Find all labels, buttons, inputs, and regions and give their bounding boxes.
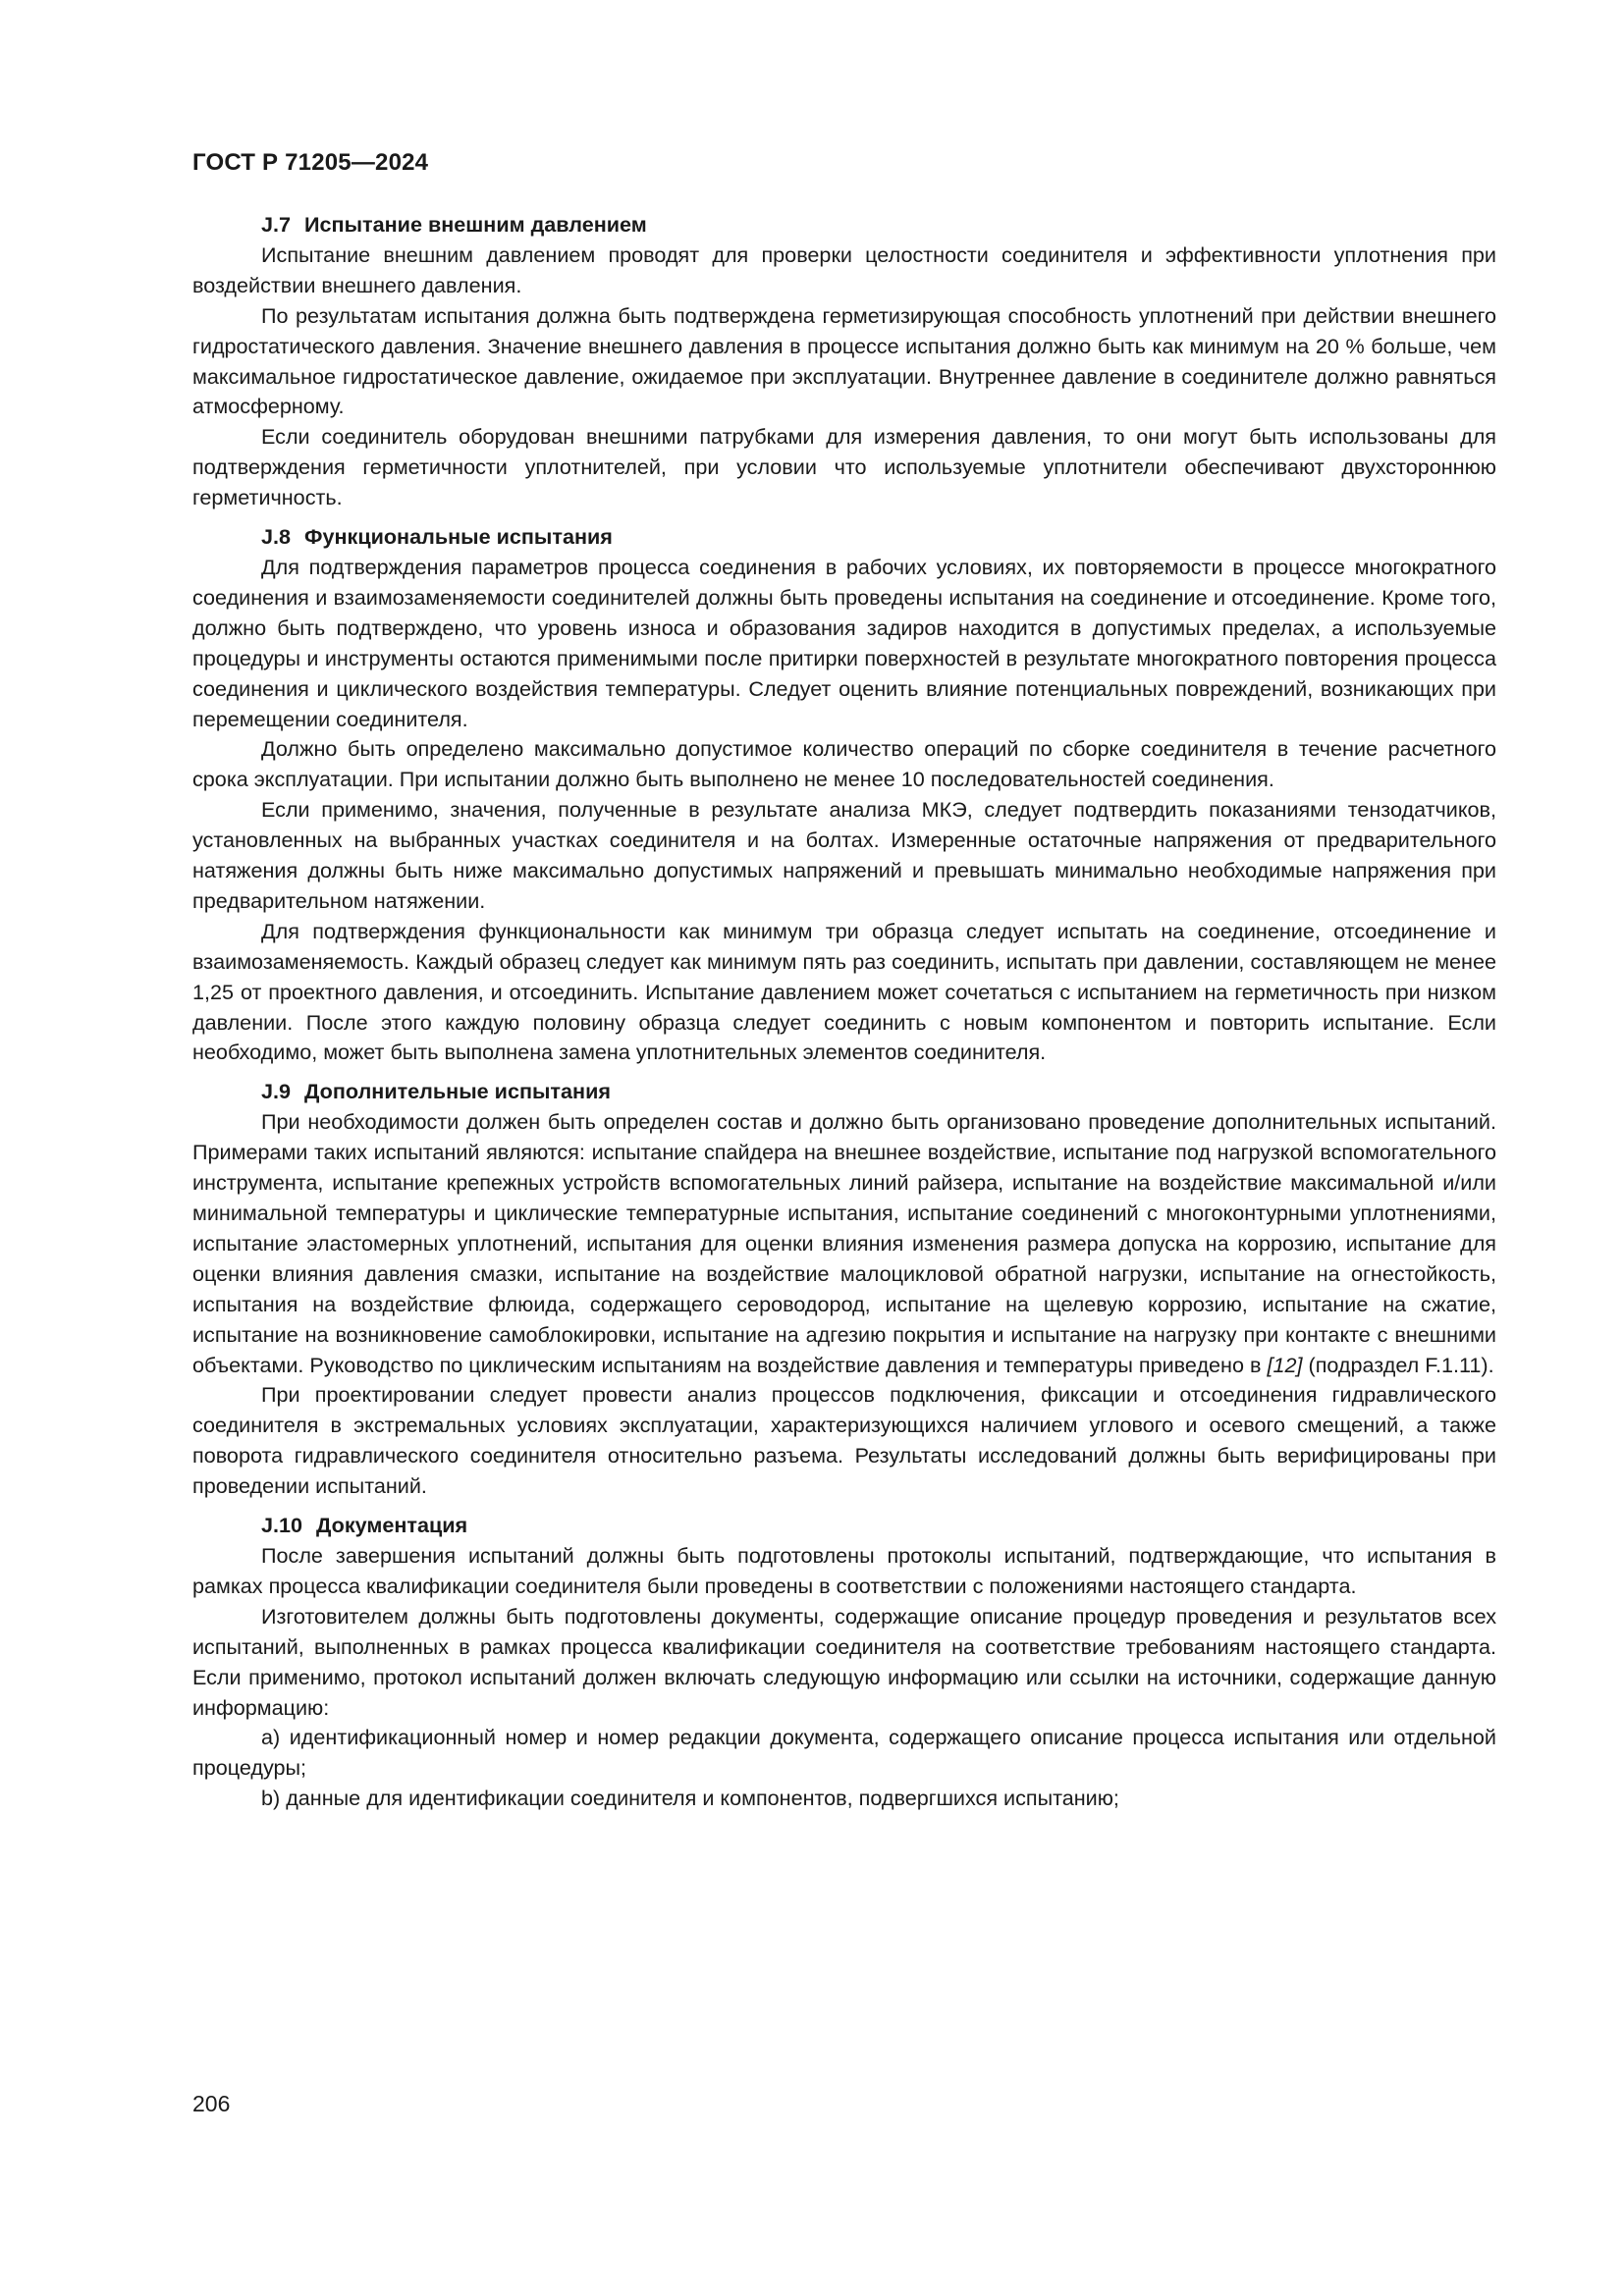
paragraph: Испытание внешним давлением проводят для проверки целостности соединителя и эффективности уплотнения при воздействии внешнего давления. <box>192 241 1496 297</box>
paragraph: Для подтверждения параметров процесса соединения в рабочих условиях, их повторяемости в процессе многократного соединения и взаимозаменяемости соединителей должны быть проведены испытания на соединение и отсоединение. Кроме того, должно быть подтверждено, что уровень износа и образования задиров находится в допустимых пределах, а используемые процедуры и инструменты остаются применимыми после притирки поверхностей в результате многократного повторения процесса соединения и циклического воздействия температуры. Следует оценить влияние потенциальных повреждений, возникающих при перемещении соединителя. <box>192 554 1496 731</box>
page-number: 206 <box>192 2091 231 2116</box>
section-title-text: Функциональные испытания <box>304 524 613 550</box>
section-number: J.8 <box>261 524 292 550</box>
paragraph: Если соединитель оборудован внешними патрубками для измерения давления, то они могут быть использованы для подтверждения герметичности уплотнителей, при условии что используемые уплотнители обеспечивают двухстороннюю герметичность. <box>192 424 1496 510</box>
document-code-header: ГОСТ Р 71205—2024 <box>192 149 429 176</box>
section-number: J.7 <box>261 212 292 237</box>
reference-marker: [12] <box>1267 1352 1303 1377</box>
section-title <box>192 1077 1496 1107</box>
section-number: J.10 <box>261 1513 303 1538</box>
section-title-text: Документация <box>316 1513 468 1538</box>
section-title <box>192 210 1496 240</box>
section-j9 <box>192 1077 1496 1502</box>
paragraph: Изготовителем должны быть подготовлены документы, содержащие описание процедур проведения и результатов всех испытаний, выполненных в рамках процесса квалификации соединителя на соответствие требованиям настоящего стандарта. Если применимо, протокол испытаний должен включать следующую информацию или ссылки на источники, содержащие данную информацию: <box>192 1603 1496 1720</box>
section-title <box>192 522 1496 553</box>
section-title <box>192 1511 1496 1541</box>
paragraph: При необходимости должен быть определен состав и должно быть организовано проведение дополнительных испытаний. Примерами таких испытаний являются: испытание спайдера на внешнее воздействие, испытание под нагрузкой вспомогательного инструмента, испытание крепежных устройств вспомогательных линий райзера, испытание на воздействие максимальной и/или минимальной температуры и циклические температурные испытания, испытание соединений с многоконтурными уплотнениями, испытание эластомерных уплотнений, испытания для оценки влияния изменения размера допуска на коррозию, испытание для оценки влияния давления смазки, испытание на воздействие малоцикловой обратной нагрузки, испытание на огнестойкость, испытания на воздействие флюида, содержащего сероводород, испытание на щелевую коррозию, испытание на сжатие, испытание на возникновение самоблокировки, испытание на адгезию покрытия и испытание на нагрузку при контакте с внешними объектами. Руководство по циклическим испытаниям на воздействие давления и температуры приведено в [12] (подраздел F.1.11). <box>192 1109 1496 1377</box>
section-number: J.9 <box>261 1079 292 1104</box>
section-title-text: Испытание внешним давлением <box>304 212 647 237</box>
paragraph: Если применимо, значения, полученные в результате анализа МКЭ, следует подтвердить показаниями тензодатчиков, установленных на выбранных участках соединителя и на болтах. Измеренные остаточные напряжения от предварительного натяжения должны быть ниже максимально допустимых напряжений и превышать минимально необходимые напряжения при предварительном натяжении. <box>192 797 1496 913</box>
paragraph: После завершения испытаний должны быть подготовлены протоколы испытаний, подтверждающие, что испытания в рамках процесса квалификации соединителя были проведены в соответствии с положениями настоящего стандарта. <box>192 1542 1496 1598</box>
paragraph: Должно быть определено максимально допустимое количество операций по сборке соединителя в течение расчетного срока эксплуатации. При испытании должно быть выполнено не менее 10 последовательностей соединения. <box>192 736 1496 792</box>
paragraph: Для подтверждения функциональности как минимум три образца следует испытать на соединение, отсоединение и взаимозаменяемость. Каждый образец следует как минимум пять раз соединить, испытать при давлении, составляющем не менее 1,25 от проектного давления, и отсоединить. Испытание давлением может сочетаться с испытанием на герметичность при низком давлении. После этого каждую половину образца следует соединить с новым компонентом и повторить испытание. Если необходимо, может быть выполнена замена уплотнительных элементов соединителя. <box>192 918 1496 1065</box>
paragraph: При проектировании следует провести анализ процессов подключения, фиксации и отсоединения гидравлического соединителя в экстремальных условиях эксплуатации, характеризующихся наличием углового и осевого смещений, а также поворота гидравлического соединителя относительно разъема. Результаты исследований должны быть верифицированы при проведении испытаний. <box>192 1382 1496 1499</box>
list-item: a) идентификационный номер и номер редакции документа, содержащего описание процесса испытания или отдельной процедуры; <box>192 1725 1496 1781</box>
section-j10 <box>192 1511 1496 1814</box>
paragraph: По результатам испытания должна быть подтверждена герметизирующая способность уплотнений при действии внешнего гидростатического давления. Значение внешнего давления в процессе испытания должно быть как минимум на 20 % больше, чем максимальное гидростатическое давление, ожидаемое при эксплуатации. Внутреннее давление в соединителе должно равняться атмосферному. <box>192 302 1496 419</box>
section-j7 <box>192 210 1496 513</box>
list-item: b) данные для идентификации соединителя и компонентов, подвергшихся испытанию; <box>261 1786 1119 1811</box>
section-title-text: Дополнительные испытания <box>304 1079 611 1104</box>
section-j8 <box>192 522 1496 1068</box>
